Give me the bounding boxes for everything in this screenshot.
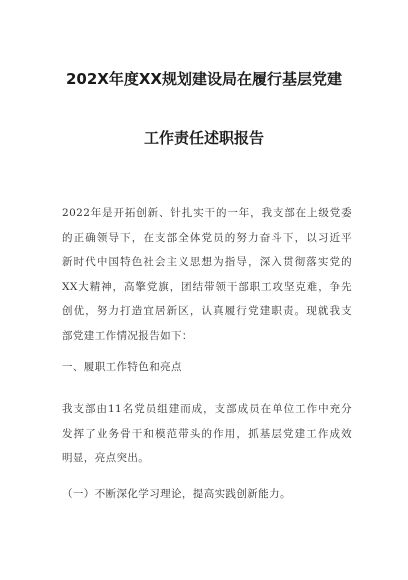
intro-paragraph: [62, 201, 352, 349]
intro-line: 的正确领导下，在支部全体党员的努力奋斗下，以习近平: [62, 231, 352, 244]
section-heading: 一、履职工作特色和亮点: [62, 361, 182, 373]
section-line: 我支部由11名党员组建而成，支部成员在单位工作中充分: [62, 403, 352, 415]
intro-line: XX大精神，高擎党旗，团结带领干部职工攻坚克难，争先: [62, 280, 352, 293]
section-paragraph: [62, 397, 352, 471]
intro-line: 新时代中国特色社会主义思想为指导，深入贯彻落实党的: [62, 256, 352, 269]
section-line: 明显，亮点突出。: [62, 452, 150, 465]
intro-line: 部党建工作情况报告如下：: [62, 329, 193, 342]
subsection-heading: （一）不断深化学习理论，提高实践创新能力。: [62, 488, 291, 500]
document-title-line-2: 工作责任述职报告: [143, 129, 264, 147]
intro-line: 2022年是开拓创新、针扎实干的一年，我支部在上级党委: [62, 207, 352, 219]
intro-line: 创优，努力打造宜居新区，认真履行党建职责。现就我支: [62, 305, 352, 318]
document-title-line-1: 202X年度XX规划建设局在履行基层党建: [65, 70, 342, 88]
section-line: 发挥了业务骨干和模范带头的作用，抓基层党建工作成效: [62, 427, 352, 440]
